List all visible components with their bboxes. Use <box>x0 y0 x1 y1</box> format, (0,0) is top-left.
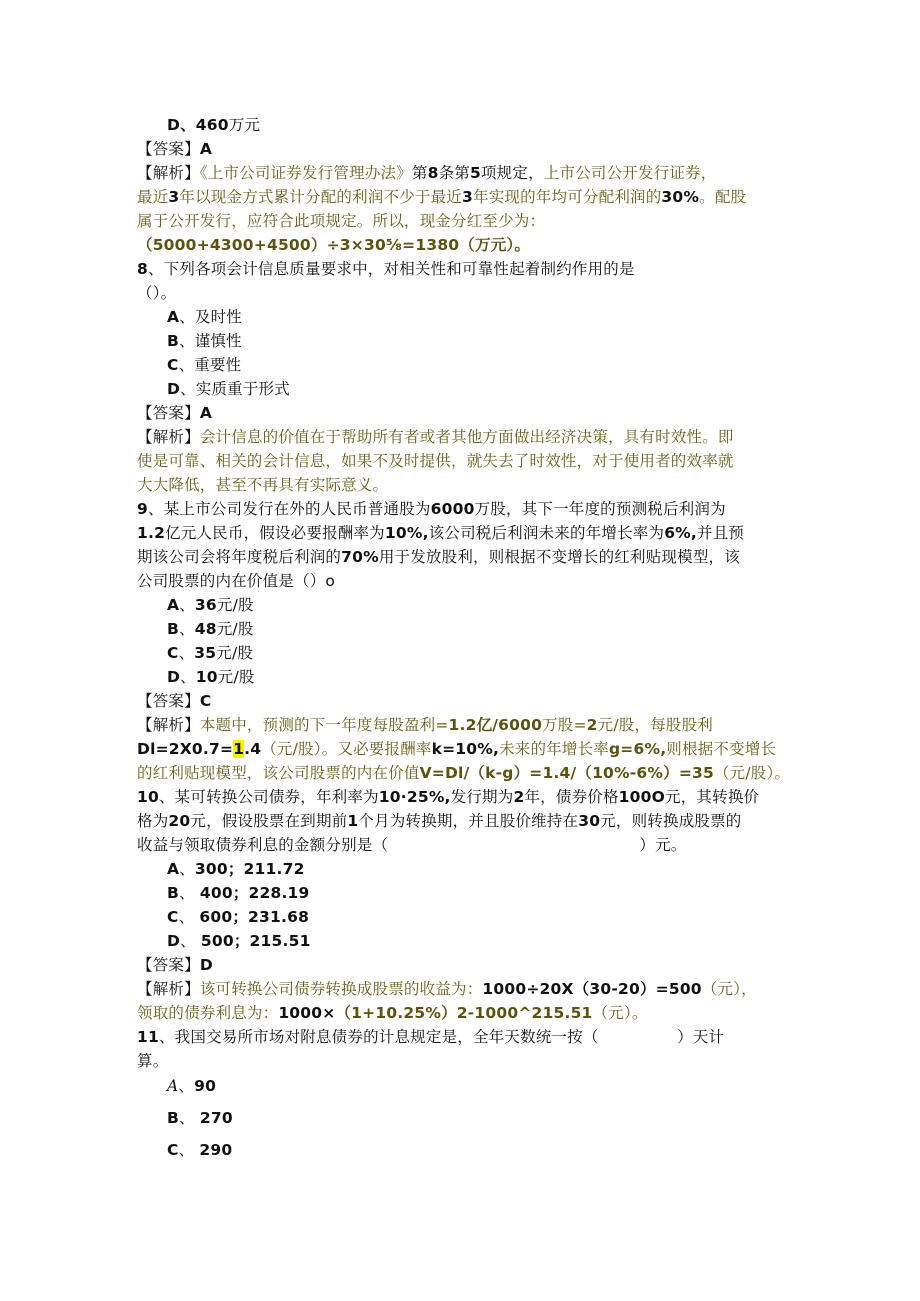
text-segment: D <box>167 932 181 950</box>
option-line <box>167 329 242 353</box>
option-line <box>167 593 254 617</box>
text-segment: 第 <box>411 164 428 182</box>
text-line <box>137 713 713 737</box>
text-segment: C <box>167 356 179 374</box>
text-segment: 会计信息的价值在于帮助所有者或者其他方面做出经济决策，具有时效性。即 <box>199 428 734 446</box>
text-segment: 项规定， <box>480 164 544 182</box>
text-segment: Dl=2X0.7= <box>137 740 234 758</box>
text-segment: 大大降低，甚至不再具有实际意义。 <box>137 476 389 494</box>
text-line <box>137 785 759 809</box>
text-segment: 元/股 <box>217 668 255 686</box>
text-segment: 、 <box>179 884 200 902</box>
text-segment: B <box>167 884 180 902</box>
option-line <box>167 641 253 665</box>
text-segment: D <box>199 956 213 974</box>
text-line <box>137 425 734 449</box>
text-segment: （5000+4300+4500）÷3×30⅝=1380（万元）。 <box>137 236 531 254</box>
text-segment: 48 <box>194 620 217 638</box>
option-line <box>167 377 290 401</box>
text-segment: （元）。 <box>592 1004 648 1022</box>
text-line <box>137 281 176 305</box>
text-line <box>137 401 212 425</box>
text-line <box>137 161 717 185</box>
text-segment: k=10%, <box>431 740 500 758</box>
text-segment: 600；231.68 <box>199 908 310 926</box>
text-segment: 、我国交易所市场对附息债券的计息规定是，全年天数统一按（ ）天计 <box>158 1028 725 1046</box>
text-segment: C <box>199 692 212 710</box>
text-segment: 元/股，每股股利 <box>597 716 713 734</box>
text-segment: 亿元人民币，假设必要报酬率为 <box>165 524 385 542</box>
text-segment: 100O <box>618 788 666 806</box>
text-segment: 、 <box>179 596 195 614</box>
text-segment: 则根据不变增长 <box>666 740 777 758</box>
option-line <box>167 665 255 689</box>
text-segment: 2 <box>513 788 525 806</box>
text-segment: 11 <box>137 1028 159 1046</box>
option-line <box>167 1106 233 1130</box>
text-line <box>137 761 790 785</box>
text-segment: 未来的年增长率 <box>499 740 609 758</box>
text-segment: 元/股 <box>216 620 254 638</box>
text-segment: 期该公司会将年度税后利润的 <box>137 548 342 566</box>
text-segment: B <box>167 332 180 350</box>
text-segment: （元/股）。又必要报酬率 <box>261 740 432 758</box>
text-segment: 36 <box>194 596 217 614</box>
option-line <box>167 881 310 905</box>
text-segment: 1 <box>347 812 359 830</box>
text-segment: 10 <box>137 788 159 806</box>
text-segment: 的红利贴现模型，该公司股票的内在价值 <box>137 764 420 782</box>
text-segment: 元/股 <box>216 644 254 662</box>
text-segment: 、 <box>179 620 195 638</box>
text-line <box>137 569 335 593</box>
text-segment: 5 <box>469 164 481 182</box>
text-segment: 【解析】 <box>137 716 200 734</box>
text-segment: B <box>167 620 180 638</box>
option-line <box>167 305 242 329</box>
text-segment: 元，其转换价 <box>665 788 760 806</box>
text-segment: 、 <box>178 1077 195 1095</box>
text-line <box>137 689 211 713</box>
text-segment: 年实现的年均可分配利润的 <box>473 188 662 206</box>
text-line <box>137 185 746 209</box>
text-segment: （元/股）。 <box>713 764 791 782</box>
highlighted-text: 1 <box>233 740 245 758</box>
text-segment: 、 <box>178 644 195 662</box>
text-segment: A <box>167 860 180 878</box>
text-line <box>137 137 212 161</box>
text-segment: 属于公开发行，应符合此项规定。所以，现金分红至少为： <box>137 212 546 230</box>
text-segment: 35 <box>194 644 217 662</box>
text-segment: 、 <box>179 860 195 878</box>
text-line <box>137 257 635 281</box>
text-segment: 元，则转换成股票的 <box>600 812 742 830</box>
text-segment: 1.2亿/6000 <box>448 716 543 734</box>
text-segment: 、 <box>178 908 200 926</box>
text-segment: 290 <box>199 1141 233 1159</box>
text-line <box>137 1025 724 1049</box>
text-segment: 、谨慎性 <box>179 332 242 350</box>
text-segment: 10 <box>195 668 218 686</box>
text-line <box>137 809 742 833</box>
option-line <box>167 929 311 953</box>
text-segment: 元/股 <box>216 596 254 614</box>
option-line <box>167 617 254 641</box>
text-segment: 20 <box>168 812 191 830</box>
text-segment: 【解析】 <box>137 164 200 182</box>
text-segment: 90 <box>194 1077 217 1095</box>
text-line <box>137 737 776 761</box>
option-line <box>167 353 241 377</box>
text-segment: 用于发放股利，则根据不变增长的红利贴现模型，该 <box>378 548 740 566</box>
text-segment: 万元 <box>228 116 261 134</box>
text-line <box>137 497 726 521</box>
text-segment: 个月为转换期，并且股价维持在 <box>358 812 579 830</box>
text-segment: 1.2 <box>137 524 166 542</box>
text-segment: 460 <box>195 116 229 134</box>
text-segment: C <box>167 644 179 662</box>
text-segment: g=6%, <box>609 740 667 758</box>
option-line <box>167 1074 216 1098</box>
text-segment: 2 <box>586 716 598 734</box>
text-line <box>137 953 213 977</box>
option-line <box>167 857 305 881</box>
text-segment: 万股= <box>542 716 587 734</box>
text-segment: 、 <box>180 932 201 950</box>
text-segment: D、 <box>167 116 196 134</box>
text-segment: C <box>167 1141 179 1159</box>
text-segment: 10%, <box>384 524 429 542</box>
text-segment: 10·25%, <box>378 788 451 806</box>
text-segment: 该公司税后利润未来的年增长率为 <box>428 524 665 542</box>
option-line <box>167 1138 232 1162</box>
text-segment: 1000× <box>278 1004 336 1022</box>
option-line <box>167 905 309 929</box>
text-segment: D <box>167 668 181 686</box>
text-segment: 格为 <box>137 812 169 830</box>
text-segment: A <box>167 1077 179 1095</box>
text-segment: B <box>167 1109 180 1127</box>
text-segment: 发行期为 <box>450 788 514 806</box>
text-segment: 、某上市公司发行在外的人民币普通股为 <box>148 500 431 518</box>
text-segment: 【答案】 <box>137 140 200 158</box>
text-segment: A <box>199 404 213 422</box>
text-segment: 【解析】 <box>137 428 200 446</box>
text-segment: （）。 <box>137 284 177 302</box>
text-segment: 、实质重于形式 <box>180 380 290 398</box>
text-segment: 1000÷20X（30-20）=500 <box>482 980 702 998</box>
text-line <box>137 1001 648 1025</box>
text-segment: 公司股票的内在价值是（）o <box>137 572 336 590</box>
text-segment: （1+10.25%）2-1000^215.51 <box>335 1004 593 1022</box>
text-segment: 、重要性 <box>178 356 242 374</box>
text-segment: 9 <box>137 500 148 518</box>
text-segment: 8 <box>137 260 148 278</box>
text-segment: 领取的债券利息为： <box>137 1004 279 1022</box>
text-line <box>137 473 388 497</box>
text-segment: 、 <box>179 1109 200 1127</box>
text-line <box>137 977 757 1001</box>
text-line <box>137 449 734 473</box>
text-segment: 30 <box>578 812 601 830</box>
text-segment: 500；215.51 <box>200 932 311 950</box>
text-segment: 300；211.72 <box>194 860 305 878</box>
text-segment: V=Dl/（k-g）=1.4/（10%-6%）=35 <box>419 764 714 782</box>
text-segment: 上市公司公开发行证券， <box>543 164 717 182</box>
text-segment: 70% <box>341 548 379 566</box>
text-segment: 最近 <box>137 188 169 206</box>
text-segment: 、某可转换公司债券，年利率为 <box>158 788 379 806</box>
text-line <box>137 209 545 233</box>
text-segment: 《上市公司证券发行管理办法》 <box>199 164 412 182</box>
text-segment: D <box>167 380 181 398</box>
text-segment: 条第 <box>438 164 470 182</box>
text-segment: .4 <box>244 740 262 758</box>
text-line <box>137 521 744 545</box>
text-segment: 元，假设股票在到期前 <box>190 812 348 830</box>
text-segment: 。配股 <box>699 188 747 206</box>
text-segment: 本题中，预测的下一年度每股盈利= <box>199 716 449 734</box>
text-segment: （元）， <box>701 980 757 998</box>
text-line <box>137 233 530 257</box>
text-segment: 、下列各项会计信息质量要求中，对相关性和可靠性起着制约作用的是 <box>148 260 635 278</box>
text-segment: 、 <box>178 1141 200 1159</box>
text-segment: 算。 <box>137 1052 169 1070</box>
text-segment: 年以现金方式累计分配的利润不少于最近 <box>179 188 463 206</box>
text-segment: 万股，其下一年度的预测税后利润为 <box>474 500 726 518</box>
text-line <box>137 545 740 569</box>
text-segment: 【解析】 <box>137 980 200 998</box>
text-segment: 6%, <box>664 524 697 542</box>
text-segment: 270 <box>199 1109 233 1127</box>
text-segment: 、 <box>180 668 196 686</box>
text-segment: 400；228.19 <box>199 884 310 902</box>
text-segment: A <box>167 596 180 614</box>
text-segment: 6000 <box>430 500 475 518</box>
text-segment: 该可转换公司债券转换成股票的收益为： <box>199 980 483 998</box>
text-segment: 【答案】 <box>137 404 200 422</box>
text-segment: 收益与领取债券利息的金额分别是（ ）元。 <box>137 836 687 854</box>
text-segment: 、及时性 <box>179 308 243 326</box>
text-line <box>137 833 687 857</box>
text-segment: 8 <box>427 164 439 182</box>
text-segment: 【答案】 <box>137 956 200 974</box>
text-segment: C <box>167 908 179 926</box>
text-segment: 30% <box>661 188 700 206</box>
text-segment: A <box>199 140 213 158</box>
text-line <box>137 1049 168 1073</box>
text-segment: 3 <box>462 188 474 206</box>
text-segment: 使是可靠、相关的会计信息，如果不及时提供，就失去了时效性，对于使用者的效率就 <box>137 452 734 470</box>
text-segment: 【答案】 <box>137 692 200 710</box>
text-segment: A <box>167 308 180 326</box>
text-segment: 年，债券价格 <box>524 788 619 806</box>
option-line <box>167 113 260 137</box>
text-segment: 3 <box>168 188 180 206</box>
text-segment: 并且预 <box>697 524 745 542</box>
